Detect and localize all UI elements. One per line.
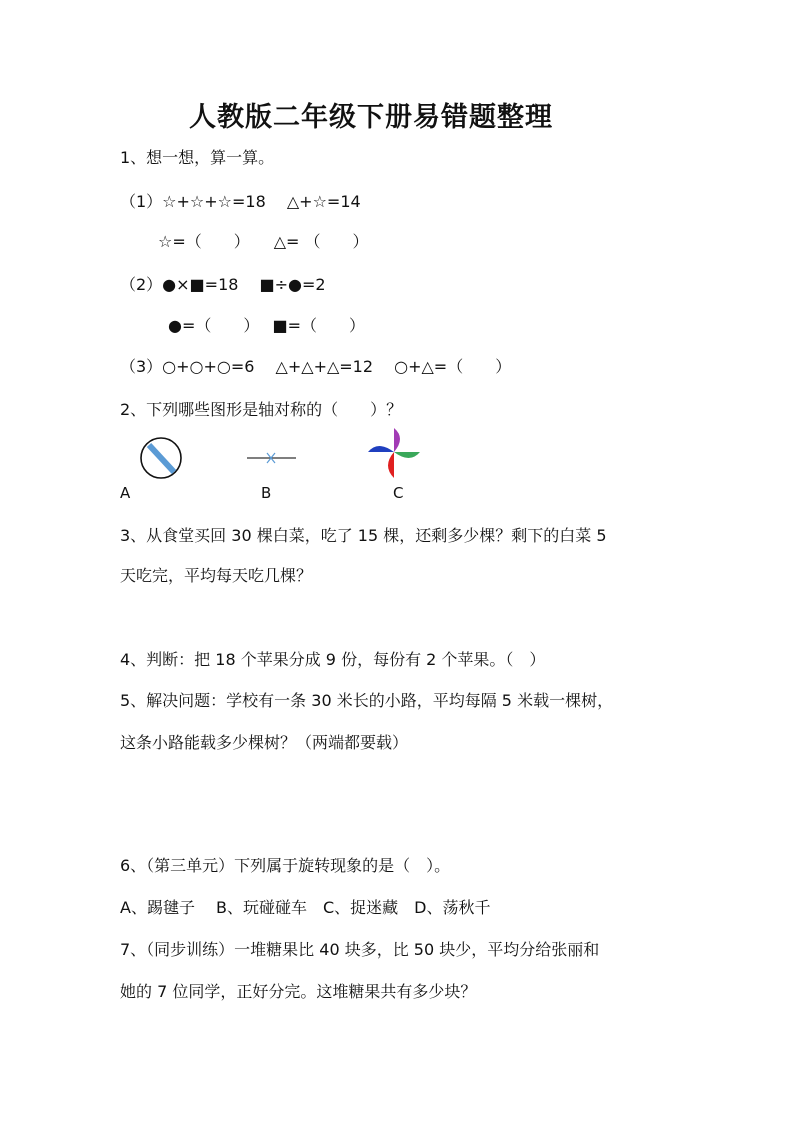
- q4-text: 4、判断：把 18 个苹果分成 9 份，每份有 2 个苹果。（ ）: [120, 650, 546, 669]
- q5-line1: 5、解决问题：学校有一条 30 米长的小路，平均每隔 5 米载一棵树，: [120, 691, 614, 710]
- q7-line2: 她的 7 位同学，正好分完。这堆糖果共有多少块？: [120, 982, 477, 1001]
- figure-b-line-cross: [244, 448, 300, 468]
- q2-heading: 2、下列哪些图形是轴对称的（ ）？: [120, 400, 403, 419]
- q1-part1-equations: （1）☆+☆+☆=18 △+☆=14: [120, 192, 361, 211]
- q1-part2-equations: （2）●×■=18 ■÷●=2: [120, 275, 326, 294]
- pinwheel-blade-top: [394, 428, 400, 452]
- q3-line1: 3、从食堂买回 30 棵白菜，吃了 15 棵，还剩多少棵？剩下的白菜 5: [120, 526, 607, 545]
- figure-c-pinwheel: [364, 426, 424, 482]
- q5-line2: 这条小路能载多少棵树？（两端都要载）: [120, 733, 409, 752]
- pinwheel-blade-right: [394, 452, 420, 458]
- figure-b-label: B: [261, 484, 272, 502]
- figure-a-circle: [138, 436, 186, 480]
- q1-part3: （3）○+○+○=6 △+△+△=12 ○+△=（ ）: [120, 357, 512, 376]
- q6-text: 6、（第三单元）下列属于旋转现象的是（ ）。: [120, 856, 451, 875]
- figure-a-label: A: [120, 484, 131, 502]
- q3-line2: 天吃完，平均每天吃几棵？: [120, 566, 313, 585]
- pinwheel-blade-bottom: [388, 452, 394, 478]
- q1-part1-answers: ☆=（ ） △= （ ）: [158, 232, 369, 251]
- page-title: 人教版二年级下册易错题整理: [189, 102, 553, 133]
- q7-line1: 7、（同步训练）一堆糖果比 40 块多，比 50 块少，平均分给张丽和: [120, 940, 600, 959]
- q1-heading: 1、想一想，算一算。: [120, 148, 275, 167]
- q1-part2-answers: ●=（ ） ■=（ ）: [168, 316, 365, 335]
- q6-options: A、踢毽子 B、玩碰碰车 C、捉迷藏 D、荡秋千: [120, 898, 491, 917]
- pinwheel-blade-left: [368, 446, 394, 452]
- figure-c-label: C: [393, 484, 404, 502]
